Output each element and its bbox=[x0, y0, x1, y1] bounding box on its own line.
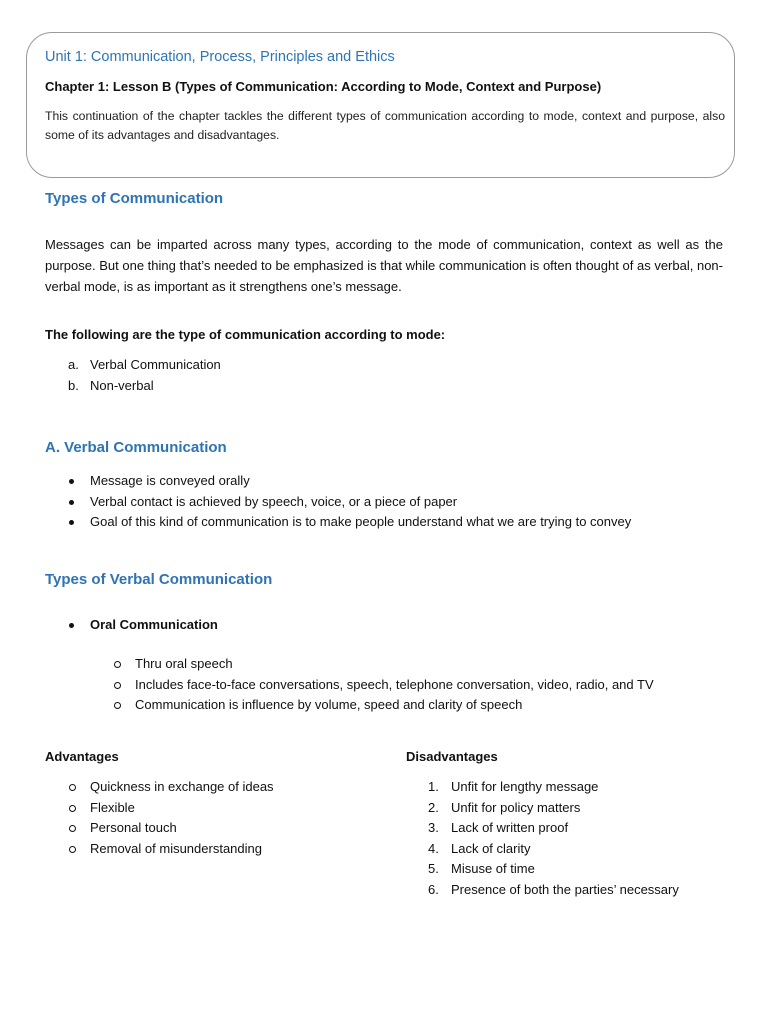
list-item bbox=[406, 859, 746, 880]
list-item bbox=[45, 355, 445, 376]
bullet-icon bbox=[69, 623, 74, 628]
list-item bbox=[406, 880, 746, 901]
verbal-heading: A. Verbal Communication bbox=[45, 439, 227, 456]
list-item-text: Verbal contact is achieved by speech, voice, or a piece of paper bbox=[90, 493, 458, 509]
list-item-text: Lack of written proof bbox=[451, 820, 569, 835]
list-item bbox=[406, 798, 746, 819]
list-item bbox=[45, 654, 745, 675]
circle-bullet-icon bbox=[114, 702, 121, 709]
circle-bullet-icon bbox=[69, 784, 76, 791]
list-marker: 2. bbox=[428, 799, 439, 815]
oral-communication-label: Oral Communication bbox=[90, 617, 218, 632]
advantages-list bbox=[45, 777, 365, 859]
chapter-title: Chapter 1: Lesson B (Types of Communication: According to Mode, Context and Purpose) bbox=[45, 79, 602, 94]
list-marker: 1. bbox=[428, 779, 439, 794]
types-heading: Types of Communication bbox=[45, 190, 224, 207]
unit-title: Unit 1: Communication, Process, Principles and Ethics bbox=[45, 49, 395, 65]
list-marker: b. bbox=[68, 377, 79, 393]
lesson-intro: This continuation of the chapter tackles the different types of communication according to mode, context and purpose, also some of its advantages and disadvantages. bbox=[45, 109, 725, 142]
list-item-text: Removal of misunderstanding bbox=[90, 840, 262, 856]
list-item bbox=[45, 777, 365, 798]
list-item bbox=[45, 675, 745, 696]
circle-bullet-icon bbox=[69, 846, 76, 853]
list-item bbox=[406, 818, 746, 839]
types-paragraph: Messages can be imparted across many types, according to the mode of communication, context as well as the purpose. But one thing that’s needed to be emphasized is that while communication is often thought of as verbal, non-verbal mode, is as important as it strengthens one’s message. bbox=[45, 237, 723, 294]
verbal-types-heading: Types of Verbal Communication bbox=[45, 571, 273, 588]
list-item-text: Unfit for lengthy message bbox=[451, 779, 599, 794]
list-item-text: Misuse of time bbox=[451, 861, 535, 876]
mode-intro: The following are the type of communication according to mode: bbox=[45, 327, 446, 342]
list-item-text: Flexible bbox=[90, 799, 135, 815]
list-item bbox=[45, 376, 445, 397]
disadvantages-list bbox=[406, 777, 746, 900]
disadvantages-title: Disadvantages bbox=[406, 749, 498, 764]
list-item bbox=[45, 615, 745, 636]
list-item-text: Message is conveyed orally bbox=[90, 473, 250, 488]
list-marker: 5. bbox=[428, 861, 439, 876]
list-item bbox=[406, 777, 746, 798]
list-item-text: Communication is influence by volume, speed and clarity of speech bbox=[135, 697, 523, 712]
list-item bbox=[406, 839, 746, 860]
list-item-text: Goal of this kind of communication is to make people understand what we are trying to convey bbox=[90, 514, 632, 529]
list-item bbox=[45, 818, 365, 839]
list-marker: 6. bbox=[428, 881, 439, 897]
list-item bbox=[45, 512, 745, 533]
circle-bullet-icon bbox=[69, 805, 76, 812]
list-item-text: Unfit for policy matters bbox=[451, 799, 581, 815]
bullet-icon bbox=[69, 520, 74, 525]
list-item-text: Presence of both the parties’ necessary bbox=[451, 881, 679, 897]
bullet-icon bbox=[69, 479, 74, 484]
list-item-text: Quickness in exchange of ideas bbox=[90, 779, 274, 794]
circle-bullet-icon bbox=[114, 661, 121, 668]
circle-bullet-icon bbox=[69, 825, 76, 832]
list-item-text: Includes face-to-face conversations, speech, telephone conversation, video, radio, and TV bbox=[135, 676, 654, 692]
advantages-title: Advantages bbox=[45, 749, 119, 764]
list-marker: a. bbox=[68, 357, 79, 372]
list-item bbox=[45, 695, 745, 716]
list-item bbox=[45, 471, 745, 492]
list-item bbox=[45, 798, 365, 819]
list-item-text: Personal touch bbox=[90, 820, 177, 835]
oral-points bbox=[45, 654, 745, 716]
list-item-text: Non-verbal bbox=[90, 377, 154, 393]
list-item-text: Verbal Communication bbox=[90, 357, 221, 372]
list-marker: 3. bbox=[428, 820, 439, 835]
oral-bullet bbox=[45, 615, 745, 636]
verbal-bullets bbox=[45, 471, 745, 533]
list-item bbox=[45, 492, 745, 513]
list-item-text: Lack of clarity bbox=[451, 840, 531, 856]
list-marker: 4. bbox=[428, 840, 439, 856]
bullet-icon bbox=[69, 500, 74, 505]
list-item bbox=[45, 839, 365, 860]
list-item-text: Thru oral speech bbox=[135, 656, 233, 671]
circle-bullet-icon bbox=[114, 682, 121, 689]
mode-list bbox=[45, 355, 445, 396]
